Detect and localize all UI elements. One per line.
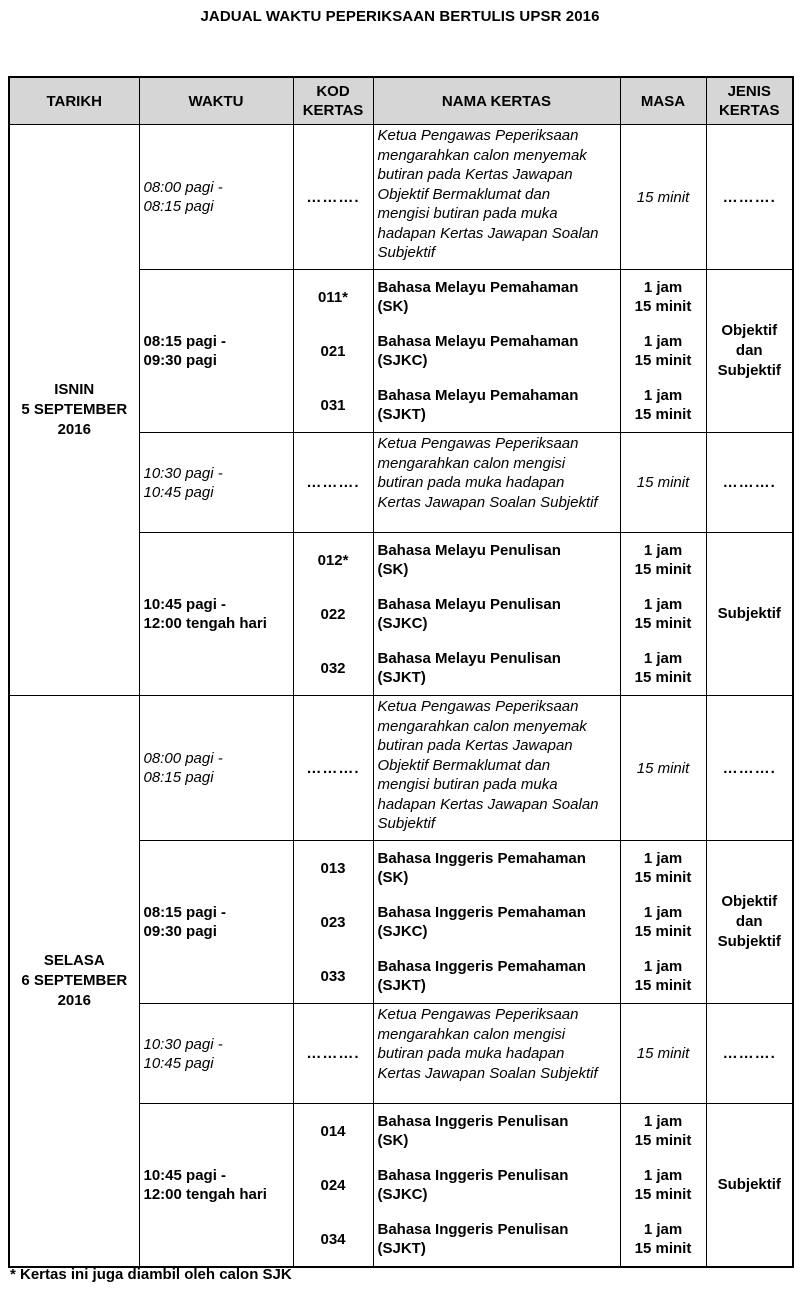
masa-cell: 15 minit <box>620 1004 706 1104</box>
note-line: Ketua Pengawas Peperiksaan <box>377 1006 579 1023</box>
date-year: 2016 <box>57 421 91 438</box>
time-start: 08:15 pagi - <box>143 904 227 921</box>
note-line: Ketua Pengawas Peperiksaan <box>377 698 579 715</box>
time-start: 08:00 pagi - <box>143 750 223 767</box>
paper-name: Bahasa Inggeris Pemahaman <box>377 850 586 867</box>
paper-item <box>374 324 620 378</box>
header-kod-l1: KOD <box>316 83 350 100</box>
paper-school: (SK) <box>377 1132 409 1149</box>
paper-type <box>706 841 793 1004</box>
time-end: 09:30 pagi <box>143 352 217 369</box>
paper-school: (SJKT) <box>377 1240 426 1257</box>
paper-item <box>294 1104 373 1158</box>
paper-code: 023 <box>320 913 346 931</box>
jenis-placeholder: ………. <box>706 1004 793 1104</box>
header-row <box>9 77 793 125</box>
paper-item <box>294 587 373 641</box>
day-name: SELASA <box>43 952 105 969</box>
time-start: 10:30 pagi - <box>143 1035 223 1053</box>
paper-school: (SJKC) <box>377 615 428 632</box>
paper-item <box>294 324 373 378</box>
paper-name: Bahasa Melayu Pemahaman <box>377 279 579 296</box>
duration-minutes: 15 minit <box>634 923 692 940</box>
paper-names <box>373 270 620 433</box>
paper-item <box>374 587 620 641</box>
paper-item <box>374 1158 620 1212</box>
duration-hours: 1 jam <box>643 904 683 921</box>
time-end: 09:30 pagi <box>143 923 217 940</box>
paper-code: 021 <box>320 342 346 360</box>
date-text: 6 SEPTEMBER <box>21 972 128 989</box>
paper-item <box>374 949 620 1003</box>
paper-item <box>621 641 706 695</box>
paper-codes <box>293 841 373 1004</box>
paper-item <box>621 270 706 324</box>
paper-item <box>374 1212 620 1266</box>
paper-item <box>294 1158 373 1212</box>
paper-codes-stack <box>294 841 373 1003</box>
paper-codes <box>293 533 373 696</box>
time-end: 12:00 tengah hari <box>143 1186 267 1203</box>
paper-item <box>621 533 706 587</box>
exam-timetable <box>8 76 794 1268</box>
time-start: 10:45 pagi - <box>143 1167 227 1184</box>
instruction-note <box>373 433 620 533</box>
duration-hours: 1 jam <box>643 387 683 404</box>
time-cell <box>139 433 293 533</box>
time-cell <box>139 533 293 696</box>
masa-cell: 15 minit <box>620 433 706 533</box>
jenis-placeholder: ………. <box>706 433 793 533</box>
paper-item <box>294 533 373 587</box>
date-cell <box>9 125 139 696</box>
paper-names <box>373 1104 620 1268</box>
jenis-placeholder: ………. <box>706 125 793 270</box>
paper-codes-stack <box>294 1104 373 1266</box>
paper-school: (SJKT) <box>377 406 426 423</box>
note-line: mengisi butiran pada muka <box>377 776 558 793</box>
time-end: 10:45 pagi <box>143 1054 214 1072</box>
paper-item <box>374 841 620 895</box>
instruction-note <box>373 125 620 270</box>
paper-names <box>373 533 620 696</box>
paper-type: Subjektif <box>706 1104 793 1268</box>
paper-durations-stack <box>621 841 706 1003</box>
paper-code: 034 <box>320 1230 346 1248</box>
paper-code: 033 <box>320 967 346 985</box>
paper-code: 032 <box>320 659 346 677</box>
paper-code-placeholder: ………. <box>293 1004 373 1104</box>
paper-durations-stack <box>621 270 706 432</box>
paper-item <box>294 949 373 1003</box>
paper-code: 031 <box>320 396 346 414</box>
note-line: mengarahkan calon mengisi <box>377 1025 566 1043</box>
paper-school: (SJKC) <box>377 1186 428 1203</box>
paper-type-l2: dan <box>735 342 763 359</box>
paper-item <box>374 895 620 949</box>
note-line: butiran pada muka hadapan <box>377 474 565 491</box>
paper-name: Bahasa Melayu Penulisan <box>377 650 561 667</box>
note-line: Subjektif <box>377 815 436 832</box>
paper-item <box>294 378 373 432</box>
paper-item <box>374 378 620 432</box>
paper-durations <box>620 270 706 433</box>
duration-minutes: 15 minit <box>634 977 692 994</box>
paper-school: (SJKT) <box>377 977 426 994</box>
paper-type <box>706 270 793 433</box>
instruction-note <box>373 1004 620 1104</box>
jenis-placeholder: ………. <box>706 696 793 841</box>
duration-minutes: 15 minit <box>634 1240 692 1257</box>
paper-item <box>374 270 620 324</box>
paper-type-l1: Objektif <box>721 893 778 910</box>
duration-hours: 1 jam <box>643 596 683 613</box>
duration-minutes: 15 minit <box>634 352 692 369</box>
note-line: hadapan Kertas Jawapan Soalan <box>377 795 599 813</box>
note-line: Ketua Pengawas Peperiksaan <box>377 435 579 452</box>
paper-school: (SJKC) <box>377 352 428 369</box>
paper-code: 022 <box>320 605 346 623</box>
header-kod-kertas <box>293 77 373 125</box>
masa-cell: 15 minit <box>620 125 706 270</box>
duration-minutes: 15 minit <box>634 869 692 886</box>
time-start: 10:45 pagi - <box>143 596 227 613</box>
paper-durations <box>620 841 706 1004</box>
paper-names-stack <box>374 533 620 695</box>
session-row <box>9 125 793 270</box>
time-start: 10:30 pagi - <box>143 464 223 482</box>
paper-durations-stack <box>621 533 706 695</box>
duration-hours: 1 jam <box>643 850 683 867</box>
paper-name: Bahasa Inggeris Penulisan <box>377 1167 569 1184</box>
header-jenis-l1: JENIS <box>727 83 771 100</box>
time-end: 10:45 pagi <box>143 483 214 501</box>
paper-school: (SJKT) <box>377 669 426 686</box>
paper-code-placeholder: ………. <box>293 433 373 533</box>
note-line: butiran pada Kertas Jawapan <box>377 737 573 754</box>
session-row <box>9 696 793 841</box>
paper-type-l1: Objektif <box>721 322 778 339</box>
note-line: Objektif Bermaklumat dan <box>377 756 551 774</box>
duration-minutes: 15 minit <box>634 669 692 686</box>
paper-school: (SK) <box>377 869 409 886</box>
paper-code-placeholder: ………. <box>293 125 373 270</box>
date-cell <box>9 696 139 1268</box>
paper-type-l3: Subjektif <box>717 362 781 379</box>
duration-minutes: 15 minit <box>634 298 692 315</box>
duration-hours: 1 jam <box>643 1167 683 1184</box>
timetable-body <box>9 125 793 1268</box>
time-cell <box>139 841 293 1004</box>
page-title: JADUAL WAKTU PEPERIKSAAN BERTULIS UPSR 2016 <box>200 8 600 25</box>
header-jenis-l2: KERTAS <box>718 102 780 119</box>
duration-hours: 1 jam <box>643 279 683 296</box>
instruction-note <box>373 696 620 841</box>
duration-hours: 1 jam <box>643 650 683 667</box>
paper-item <box>374 641 620 695</box>
paper-code: 012* <box>317 551 349 569</box>
time-cell <box>139 696 293 841</box>
note-line: Kertas Jawapan Soalan Subjektif <box>377 493 598 511</box>
time-end: 12:00 tengah hari <box>143 615 267 632</box>
paper-item <box>621 841 706 895</box>
paper-type: Subjektif <box>706 533 793 696</box>
note-line: hadapan Kertas Jawapan Soalan <box>377 224 599 242</box>
paper-item <box>374 533 620 587</box>
paper-codes <box>293 1104 373 1268</box>
paper-code: 013 <box>320 859 346 877</box>
paper-name: Bahasa Inggeris Penulisan <box>377 1113 569 1130</box>
paper-item <box>621 1104 706 1158</box>
header-masa: MASA <box>620 77 706 125</box>
note-line: butiran pada muka hadapan <box>377 1045 565 1062</box>
note-line: Ketua Pengawas Peperiksaan <box>377 127 579 144</box>
duration-minutes: 15 minit <box>634 1132 692 1149</box>
paper-item <box>294 895 373 949</box>
paper-name: Bahasa Inggeris Pemahaman <box>377 958 586 975</box>
duration-hours: 1 jam <box>643 1113 683 1130</box>
footnote: * Kertas ini juga diambil oleh calon SJK <box>10 1266 292 1283</box>
note-line: mengarahkan calon menyemak <box>377 717 587 735</box>
paper-type-l3: Subjektif <box>717 933 781 950</box>
paper-item <box>294 841 373 895</box>
duration-minutes: 15 minit <box>634 615 692 632</box>
paper-type-l2: dan <box>735 913 763 930</box>
header-kod-l2: KERTAS <box>302 102 364 119</box>
paper-durations-stack <box>621 1104 706 1266</box>
duration-hours: 1 jam <box>643 333 683 350</box>
note-line: Kertas Jawapan Soalan Subjektif <box>377 1064 598 1082</box>
paper-item <box>374 1104 620 1158</box>
paper-name: Bahasa Inggeris Pemahaman <box>377 904 586 921</box>
paper-item <box>621 949 706 1003</box>
paper-name: Bahasa Melayu Penulisan <box>377 542 561 559</box>
duration-minutes: 15 minit <box>634 406 692 423</box>
paper-item <box>621 1212 706 1266</box>
duration-minutes: 15 minit <box>634 561 692 578</box>
paper-name: Bahasa Melayu Pemahaman <box>377 387 579 404</box>
time-start: 08:15 pagi - <box>143 333 227 350</box>
paper-name: Bahasa Inggeris Penulisan <box>377 1221 569 1238</box>
note-line: Objektif Bermaklumat dan <box>377 185 551 203</box>
paper-item <box>294 1212 373 1266</box>
duration-minutes: 15 minit <box>634 1186 692 1203</box>
time-end: 08:15 pagi <box>143 198 214 215</box>
paper-names-stack <box>374 1104 620 1266</box>
paper-code-placeholder: ………. <box>293 696 373 841</box>
paper-name: Bahasa Melayu Pemahaman <box>377 333 579 350</box>
note-line: mengarahkan calon mengisi <box>377 454 566 472</box>
paper-item <box>621 587 706 641</box>
paper-item <box>294 270 373 324</box>
duration-hours: 1 jam <box>643 958 683 975</box>
paper-item <box>621 378 706 432</box>
time-cell <box>139 1104 293 1268</box>
day-name: ISNIN <box>54 381 95 398</box>
masa-cell: 15 minit <box>620 696 706 841</box>
note-line: butiran pada Kertas Jawapan <box>377 166 573 183</box>
header-nama-kertas: NAMA KERTAS <box>373 77 620 125</box>
paper-durations <box>620 533 706 696</box>
time-cell <box>139 1004 293 1104</box>
paper-item <box>621 1158 706 1212</box>
paper-names <box>373 841 620 1004</box>
paper-school: (SJKC) <box>377 923 428 940</box>
paper-code: 011* <box>317 288 349 306</box>
paper-item <box>621 324 706 378</box>
time-cell <box>139 125 293 270</box>
paper-codes-stack <box>294 533 373 695</box>
header-jenis-kertas <box>706 77 793 125</box>
note-line: Subjektif <box>377 244 436 261</box>
header-tarikh: TARIKH <box>9 77 139 125</box>
duration-hours: 1 jam <box>643 1221 683 1238</box>
paper-school: (SK) <box>377 561 409 578</box>
header-waktu: WAKTU <box>139 77 293 125</box>
paper-code: 024 <box>320 1176 346 1194</box>
paper-item <box>294 641 373 695</box>
paper-names-stack <box>374 841 620 1003</box>
time-end: 08:15 pagi <box>143 769 214 786</box>
paper-item <box>621 895 706 949</box>
paper-school: (SK) <box>377 298 409 315</box>
paper-codes-stack <box>294 270 373 432</box>
paper-durations <box>620 1104 706 1268</box>
paper-names-stack <box>374 270 620 432</box>
date-text: 5 SEPTEMBER <box>21 401 128 418</box>
paper-code: 014 <box>320 1122 346 1140</box>
paper-codes <box>293 270 373 433</box>
date-year: 2016 <box>57 992 91 1009</box>
duration-hours: 1 jam <box>643 542 683 559</box>
note-line: mengisi butiran pada muka <box>377 205 558 222</box>
time-cell <box>139 270 293 433</box>
note-line: mengarahkan calon menyemak <box>377 146 587 164</box>
paper-name: Bahasa Melayu Penulisan <box>377 596 561 613</box>
time-start: 08:00 pagi - <box>143 179 223 196</box>
